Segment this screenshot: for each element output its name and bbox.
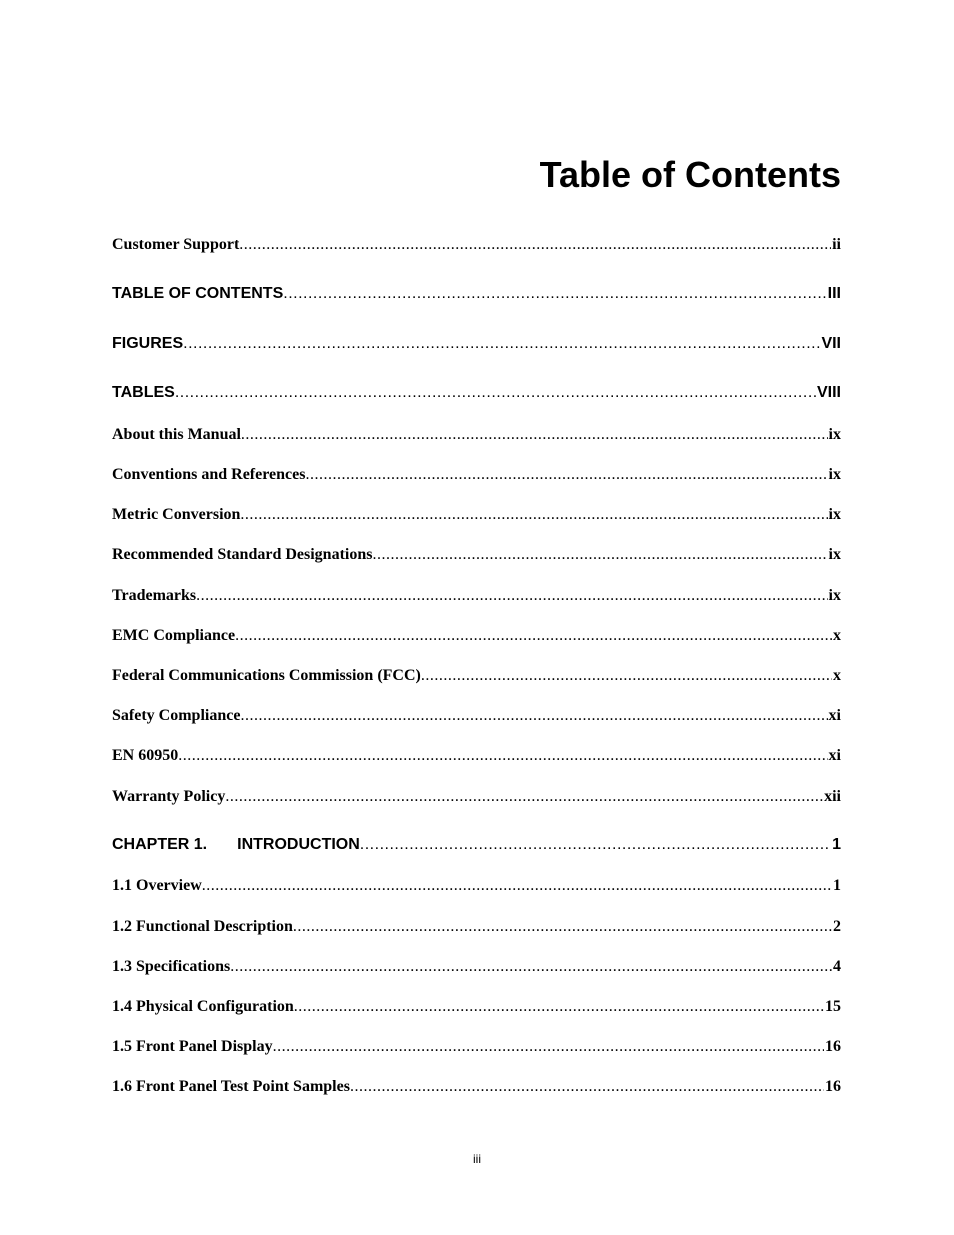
- toc-entry-emc-compliance[interactable]: [112, 626, 841, 646]
- dot-leader: [239, 235, 831, 255]
- toc-entry-label: EMC Compliance: [112, 627, 236, 644]
- toc-entry-label: TABLE OF CONTENTS: [112, 285, 284, 302]
- toc-entry-page: ix: [828, 587, 841, 604]
- toc-entry-label: 1.2 Functional Description: [112, 918, 293, 935]
- chapter-title: INTRODUCTION: [237, 836, 360, 853]
- page-title: Table of Contents: [539, 154, 841, 195]
- dot-leader: [240, 706, 827, 726]
- dot-leader: [372, 545, 827, 565]
- toc-entry-label: EN 60950: [112, 747, 179, 764]
- toc-entry-page: xi: [828, 707, 841, 724]
- toc-entry-page: VIII: [816, 384, 841, 401]
- dot-leader: [225, 787, 823, 807]
- toc-entry-label: 1.1 Overview: [112, 877, 202, 894]
- toc-entry-safety-compliance[interactable]: [112, 706, 841, 726]
- toc-entry-page: 1: [833, 877, 841, 894]
- toc-entry-page: x: [833, 627, 841, 644]
- toc-entry-customer-support[interactable]: [112, 235, 841, 255]
- dot-leader: [240, 505, 827, 525]
- toc-entry-label: Conventions and References: [112, 466, 306, 483]
- dot-leader: [175, 383, 816, 403]
- toc-entry-label: [112, 835, 360, 855]
- dot-leader: [283, 284, 826, 304]
- dot-leader: [305, 465, 827, 485]
- toc-entry-label: Warranty Policy: [112, 788, 226, 805]
- dot-leader: [360, 835, 831, 855]
- toc-entry-chapter-1-introduction[interactable]: [112, 835, 841, 855]
- toc-entry-label: 1.4 Physical Configuration: [112, 998, 294, 1015]
- toc-entry-metric-conversion[interactable]: [112, 505, 841, 525]
- toc-entry-label: TABLES: [112, 384, 175, 401]
- dot-leader: [196, 586, 827, 606]
- toc-entry-label: Federal Communications Commission (FCC): [112, 667, 421, 684]
- toc-entry-page: 1: [832, 836, 841, 853]
- toc-entry-page: 2: [833, 918, 841, 935]
- toc-entry-page: III: [827, 285, 841, 302]
- toc-entry-front-panel-display[interactable]: [112, 1037, 841, 1057]
- toc-entry-page: 16: [825, 1078, 841, 1095]
- toc-entry-label: 1.6 Front Panel Test Point Samples: [112, 1078, 350, 1095]
- toc-entry-warranty-policy[interactable]: [112, 787, 841, 807]
- toc-entry-label: Customer Support: [112, 236, 240, 253]
- toc-entry-label: Safety Compliance: [112, 707, 241, 724]
- dot-leader: [235, 626, 832, 646]
- toc-entry-page: 16: [825, 1038, 841, 1055]
- toc-entry-label: FIGURES: [112, 335, 184, 352]
- toc-entry-tables[interactable]: [112, 383, 841, 403]
- toc-entry-functional-description[interactable]: [112, 917, 841, 937]
- dot-leader: [273, 1037, 824, 1057]
- toc-entry-page: 15: [825, 998, 841, 1015]
- page-number: iii: [473, 1152, 481, 1166]
- dot-leader: [294, 997, 824, 1017]
- toc-entry-label: Trademarks: [112, 587, 197, 604]
- toc-entry-page: 4: [833, 958, 841, 975]
- dot-leader: [241, 425, 828, 445]
- toc-entry-en-60950[interactable]: [112, 746, 841, 766]
- dot-leader: [350, 1077, 824, 1097]
- dot-leader: [421, 666, 832, 686]
- toc-entry-page: xii: [824, 788, 841, 805]
- dot-leader: [183, 334, 820, 354]
- dot-leader: [230, 957, 832, 977]
- toc-entry-specifications[interactable]: [112, 957, 841, 977]
- dot-leader: [202, 876, 832, 896]
- dot-leader: [178, 746, 827, 766]
- toc-entry-front-panel-test-point-samples[interactable]: [112, 1077, 841, 1097]
- toc-entry-page: ix: [828, 426, 841, 443]
- toc-entry-figures[interactable]: [112, 334, 841, 354]
- toc-entry-fcc[interactable]: [112, 666, 841, 686]
- toc-entry-page: VII: [821, 335, 841, 352]
- dot-leader: [293, 917, 832, 937]
- toc-entry-recommended-standard-designations[interactable]: [112, 545, 841, 565]
- toc-entry-trademarks[interactable]: [112, 586, 841, 606]
- toc-entry-label: About this Manual: [112, 426, 241, 443]
- toc-entry-label: Recommended Standard Designations: [112, 546, 373, 563]
- toc-entry-label: Metric Conversion: [112, 506, 241, 523]
- toc-entry-conventions-and-references[interactable]: [112, 465, 841, 485]
- toc-entry-page: ix: [828, 546, 841, 563]
- toc-entry-table-of-contents[interactable]: [112, 284, 841, 304]
- toc-entry-page: ii: [832, 236, 841, 253]
- toc-entry-physical-configuration[interactable]: [112, 997, 841, 1017]
- toc-entry-about-this-manual[interactable]: [112, 425, 841, 445]
- toc-entry-label: 1.5 Front Panel Display: [112, 1038, 273, 1055]
- toc-entry-page: ix: [828, 466, 841, 483]
- toc-entry-label: 1.3 Specifications: [112, 958, 231, 975]
- toc-entry-page: xi: [828, 747, 841, 764]
- toc-entry-overview[interactable]: [112, 876, 841, 896]
- toc-entry-page: x: [833, 667, 841, 684]
- toc-entry-page: ix: [828, 506, 841, 523]
- chapter-number: CHAPTER 1.: [112, 836, 208, 853]
